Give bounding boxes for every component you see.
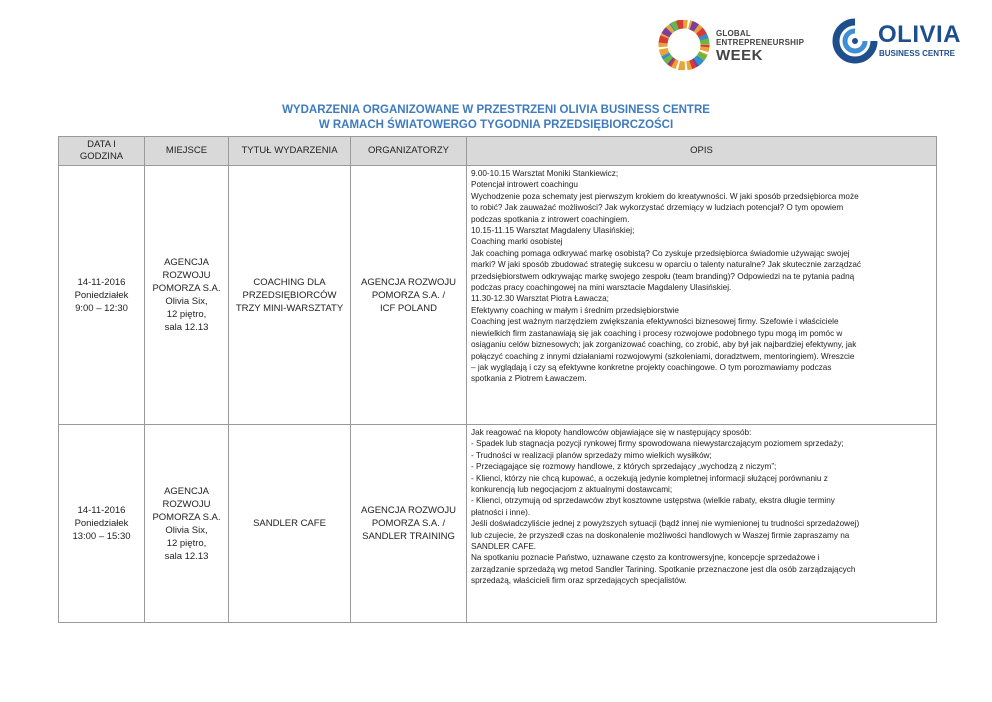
cell-text-line: 10.15-11.15 Warsztat Magdaleny Ulasińskiej; bbox=[471, 226, 635, 236]
cell-text-line: przedsiębiorstwem odkrywając markę swojego zespołu (team branding)? Odpowiedzi na te pytania padną bbox=[471, 271, 855, 281]
cell-text-line: AGENCJA ROZWOJU bbox=[360, 505, 456, 516]
cell-text-line: marki? W jaki sposób zbudować strategię sukcesu w oparciu o talenty naturalne? Jak skutecznie zarządzać bbox=[471, 260, 862, 270]
cell-text-line: sala 12.13 bbox=[164, 322, 209, 333]
cell-text-line: PRZEDSIĘBIORCÓW bbox=[242, 289, 337, 301]
cell-text-line: 14-11-2016 bbox=[77, 505, 126, 516]
cell-text-line: POMORZA S.A. / bbox=[371, 289, 446, 301]
cell-text-line: ROZWOJU bbox=[162, 270, 211, 281]
global-entrepreneurship-week-logo bbox=[658, 20, 808, 70]
cell-text-line: - Klienci, otrzymują od sprzedawców zbyt kosztowne ustępstwa (wielkie rabaty, ekstra długie terminy bbox=[471, 496, 835, 506]
cell-text-line: – jak wyglądają i czy są efektywne konkretne projekty coachingowe. O tym porozmawiamy podczas bbox=[471, 362, 832, 372]
cell-text-line: AGENCJA bbox=[164, 257, 209, 268]
document-title-line1: WYDARZENIA ORGANIZOWANE W PRZESTRZENI OLIVIA BUSINESS CENTRE bbox=[282, 104, 710, 116]
table-row bbox=[59, 166, 937, 425]
cell-text-line: Coaching marki osobistej bbox=[471, 237, 563, 247]
event-title-cell bbox=[229, 166, 351, 425]
cell-text-line: - Przeciągające się rozmowy handlowe, z których sprzedający „wychodzą z niczym”; bbox=[471, 462, 777, 472]
description-cell bbox=[467, 425, 937, 623]
gew-line1: GLOBAL bbox=[716, 29, 751, 38]
cell-text-line: - Klienci, którzy nie chcą kupować, a oczekują jedynie kompletnej informacji służącej porównaniu z bbox=[471, 473, 828, 483]
place-cell bbox=[145, 166, 229, 425]
cell-text-line: niewielkich firm zastanawiają się jak coaching i procesy rozwojowe podobnego typu mogą im pomóc w bbox=[471, 328, 843, 338]
description-cell bbox=[467, 166, 937, 425]
header-date-line1: DATA I bbox=[87, 139, 116, 150]
cell-text-line: 9.00-10.15 Warsztat Moniki Stankiewicz; bbox=[471, 169, 619, 178]
date-cell bbox=[59, 425, 145, 623]
cell-text-line: SANDLER CAFE bbox=[253, 518, 326, 529]
header-organizers: ORGANIZATORZY bbox=[351, 137, 467, 166]
cell-text-line: Poniedziałek bbox=[74, 289, 129, 301]
cell-text-line: Efektywny coaching w małym i średnim przedsiębiorstwie bbox=[471, 305, 679, 315]
cell-text-line: 11.30-12.30 Warsztat Piotra Ławacza; bbox=[471, 294, 609, 304]
cell-text-line: Na spotkaniu poznacie Państwo, uznawane często za kontrowersyjne, koncepcje sprzedażowe i bbox=[471, 553, 820, 563]
cell-text-line: osiąganiu celów biznesowych; jak zorganizować coaching, co zrobić, aby był jak najbardziej efektywny, jak bbox=[471, 340, 857, 350]
cell-text-line: Potencjał introwert coachingu bbox=[471, 180, 578, 190]
cell-text-line: to robić? Jak zauważać możliwości? Jak wykorzystać drzemiący w ludziach potencjał? O tym opowiem bbox=[471, 203, 844, 213]
cell-text-line: Olivia Six, bbox=[165, 296, 208, 307]
cell-text-line: spotkania z Piotrem Ławaczem. bbox=[471, 374, 587, 384]
cell-text-line: płatności i inne). bbox=[471, 507, 531, 517]
header-date-line2: GODZINA bbox=[79, 151, 124, 162]
header-description: OPIS bbox=[467, 137, 937, 166]
cell-text-line: sala 12.13 bbox=[164, 550, 209, 562]
cell-text-line: POMORZA S.A. / bbox=[371, 518, 446, 529]
cell-text-line: ICF POLAND bbox=[379, 302, 437, 314]
cell-text-line: Coaching jest ważnym narzędziem zwiększania efektywności biznesowej firmy. Szefowie i właściciele bbox=[471, 317, 839, 327]
cell-text-line: SANDLER CAFE. bbox=[471, 542, 537, 552]
header-place: MIEJSCE bbox=[145, 137, 229, 166]
document-title-line2: W RAMACH ŚWIATOWERGO TYGODNIA PRZEDSIĘBIORCZOŚCI bbox=[318, 119, 674, 131]
date-cell bbox=[59, 166, 145, 425]
cell-text-line: Jak reagować na kłopoty handlowców objawiające się w następujący sposób: bbox=[471, 428, 752, 437]
gew-line3: WEEK bbox=[716, 47, 763, 64]
cell-text-line: podczas spotkania z introwert coachingiem. bbox=[471, 214, 630, 224]
olivia-logo-sub: BUSINESS CENTRE bbox=[879, 49, 956, 58]
cell-text-line: Wychodzenie poza schematy jest pierwszym krokiem do kreatywności. W jaki sposób przedsiębiorca może bbox=[471, 191, 859, 201]
cell-text-line: TRZY MINI-WARSZTATY bbox=[235, 302, 344, 314]
cell-text-line: Jeśli doświadczyliście jednej z powyższych sytuacji (bądź innej nie wymienionej tu trudności sprzedażowej) bbox=[471, 519, 860, 529]
olivia-logo-name: OLIVIA bbox=[878, 21, 962, 48]
cell-text-line: SANDLER TRAINING bbox=[362, 531, 455, 542]
cell-text-line: zarządzanie sprzedażą wg metod Sandler Tarining. Spotkanie przeznaczone jest dla osób zarządzających bbox=[471, 564, 856, 574]
cell-text-line: COACHING DLA bbox=[253, 276, 326, 288]
cell-text-line: połączyć coaching z innymi działaniami rozwojowymi (szkoleniami, doradztwem, mentoringiem). Wreszcie bbox=[471, 351, 855, 361]
olivia-business-centre-logo bbox=[832, 18, 967, 66]
cell-text-line: 9:00 – 12:30 bbox=[75, 302, 128, 314]
cell-text-line: konkurencją lub negocjacjom z aktualnymi dostawcami; bbox=[471, 485, 673, 495]
event-title-cell bbox=[229, 425, 351, 623]
cell-text-line: ROZWOJU bbox=[162, 498, 211, 510]
cell-text-line: - Spadek lub stagnacja pozycji rynkowej firmy spowodowana niewystarczającym poziomem sprzedaży; bbox=[471, 439, 844, 449]
organizers-cell bbox=[351, 425, 467, 623]
cell-text-line: sprzedażą, właścicieli firm oraz sprzedających specjalistów. bbox=[471, 576, 687, 586]
table-header-row bbox=[59, 137, 937, 166]
cell-text-line: AGENCJA bbox=[164, 485, 209, 497]
olivia-swirl-icon bbox=[832, 18, 878, 64]
cell-text-line: Poniedziałek bbox=[74, 518, 129, 529]
cell-text-line: Olivia Six, bbox=[165, 524, 208, 536]
cell-text-line: AGENCJA ROZWOJU bbox=[360, 276, 456, 288]
cell-text-line: POMORZA S.A. bbox=[152, 511, 221, 523]
gew-line2: ENTREPRENEURSHIP bbox=[716, 38, 805, 47]
organizers-cell bbox=[351, 166, 467, 425]
cell-text-line: 14-11-2016 bbox=[77, 276, 126, 288]
cell-text-line: - Trudności w realizacji planów sprzedaży mimo wielkich wysiłków; bbox=[471, 450, 712, 460]
events-table bbox=[58, 136, 937, 623]
place-cell bbox=[145, 425, 229, 623]
header-event: TYTUŁ WYDARZENIA bbox=[229, 137, 351, 166]
cell-text-line: 13:00 – 15:30 bbox=[72, 531, 131, 542]
gew-colour-wheel-icon bbox=[658, 20, 712, 70]
cell-text-line: 12 piętro, bbox=[166, 309, 207, 320]
cell-text-line: Jak coaching pomaga odkrywać markę osobistą? Co zyskuje przedsiębiorca świadomie używając swojej bbox=[471, 248, 850, 258]
cell-text-line: 12 piętro, bbox=[166, 537, 207, 549]
header-date bbox=[59, 137, 145, 166]
cell-text-line: lub czujecie, że przyszedł czas na doskonalenie możliwości handlowych w Waszej firmie zapraszamy na bbox=[471, 530, 850, 540]
cell-text-line: POMORZA S.A. bbox=[152, 283, 221, 294]
table-row bbox=[59, 425, 937, 623]
cell-text-line: podczas pracy coachingowej na mini warsztacie Magdaleny Ulasińskiej. bbox=[471, 283, 732, 293]
